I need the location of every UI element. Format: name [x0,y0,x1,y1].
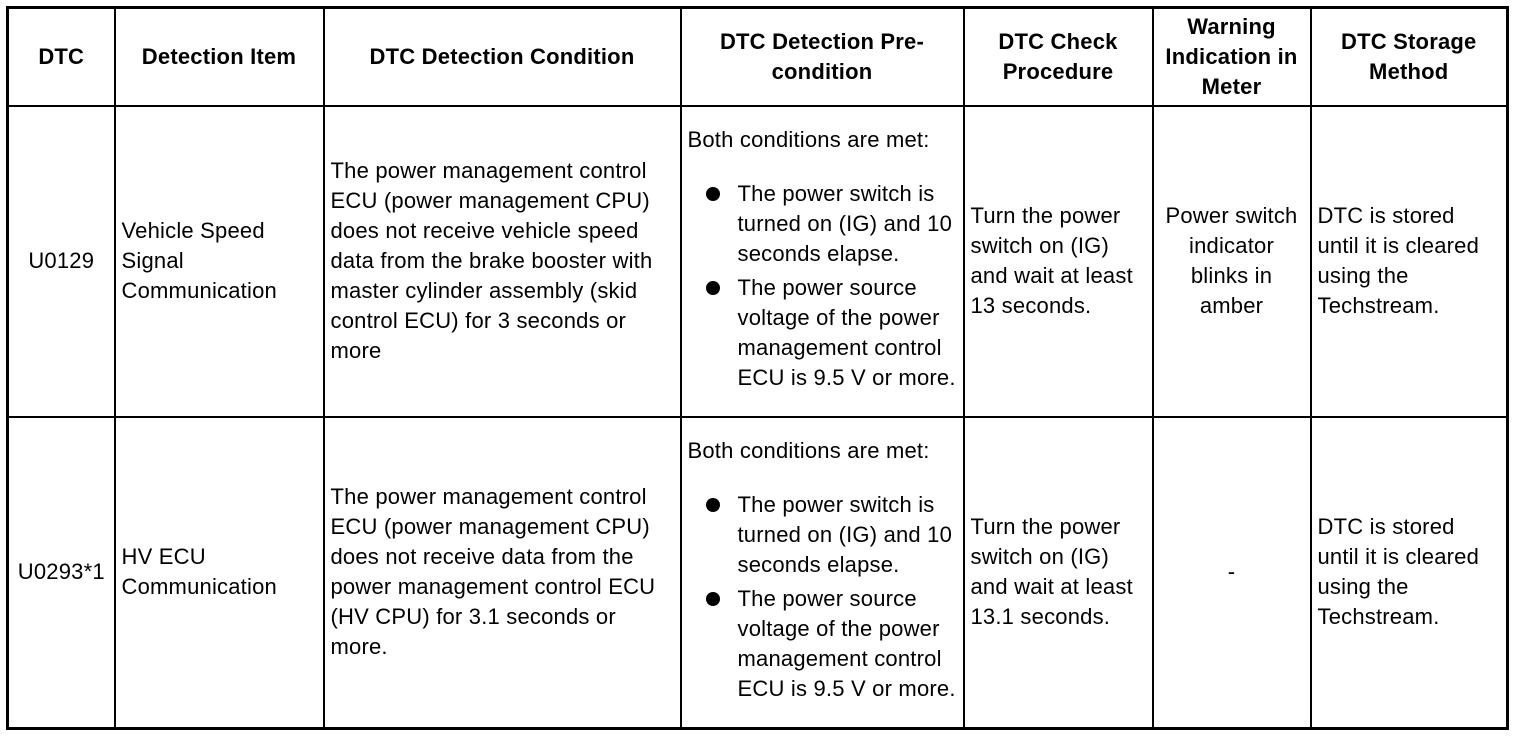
header-detection-condition: DTC Detection Condition [324,8,681,107]
detection-item: Vehicle Speed Signal Communication [115,106,324,417]
precondition-item [688,490,957,580]
storage-method: DTC is stored until it is cleared using the Techstream. [1311,106,1508,417]
bullet-icon [706,281,720,295]
check-procedure: Turn the power switch on (IG) and wait at least 13.1 seconds. [964,417,1153,729]
detection-condition: The power management control ECU (power management CPU) does not receive data from the power management control ECU (HV CPU) for 3.1 seconds or more. [324,417,681,729]
bullet-icon [706,498,720,512]
precondition-lead: Both conditions are met: [687,438,930,464]
precondition-list [688,490,957,704]
precondition-item [688,179,957,269]
warning-indication: Power switch indicator blinks in amber [1153,106,1311,417]
table-row [8,106,1508,417]
header-row [8,8,1508,107]
precondition-item-text: The power switch is turned on (IG) and 10 seconds elapse. [737,492,953,578]
precondition-item [688,584,957,704]
warning-indication: - [1153,417,1311,729]
precondition-item-text: The power source voltage of the power management control ECU is 9.5 V or more. [737,586,956,702]
dtc-code: U0129 [8,106,115,417]
header-precondition: DTC Detection Pre-condition [681,8,964,107]
header-dtc: DTC [8,8,115,107]
dtc-code: U0293*1 [8,417,115,729]
detection-item: HV ECU Communication [115,417,324,729]
storage-method: DTC is stored until it is cleared using the Techstream. [1311,417,1508,729]
bullet-icon [706,187,720,201]
detection-condition: The power management control ECU (power management CPU) does not receive vehicle speed data from the brake booster with master cylinder assembly (skid control ECU) for 3 seconds or more [324,106,681,417]
precondition-item [688,273,957,393]
precondition-cell [681,106,964,417]
precondition-list [688,179,957,393]
table-row [8,417,1508,729]
header-detection-item: Detection Item [115,8,324,107]
header-check-procedure: DTC Check Procedure [964,8,1153,107]
dtc-table [6,6,1509,730]
precondition-item-text: The power source voltage of the power management control ECU is 9.5 V or more. [737,275,956,391]
header-warning-indication: Warning Indication in Meter [1153,8,1311,107]
dtc-table-container [6,6,1506,730]
check-procedure: Turn the power switch on (IG) and wait at least 13 seconds. [964,106,1153,417]
precondition-item-text: The power switch is turned on (IG) and 10 seconds elapse. [737,181,953,267]
bullet-icon [706,592,720,606]
header-storage-method: DTC Storage Method [1311,8,1508,107]
precondition-lead: Both conditions are met: [687,127,930,153]
precondition-cell [681,417,964,729]
